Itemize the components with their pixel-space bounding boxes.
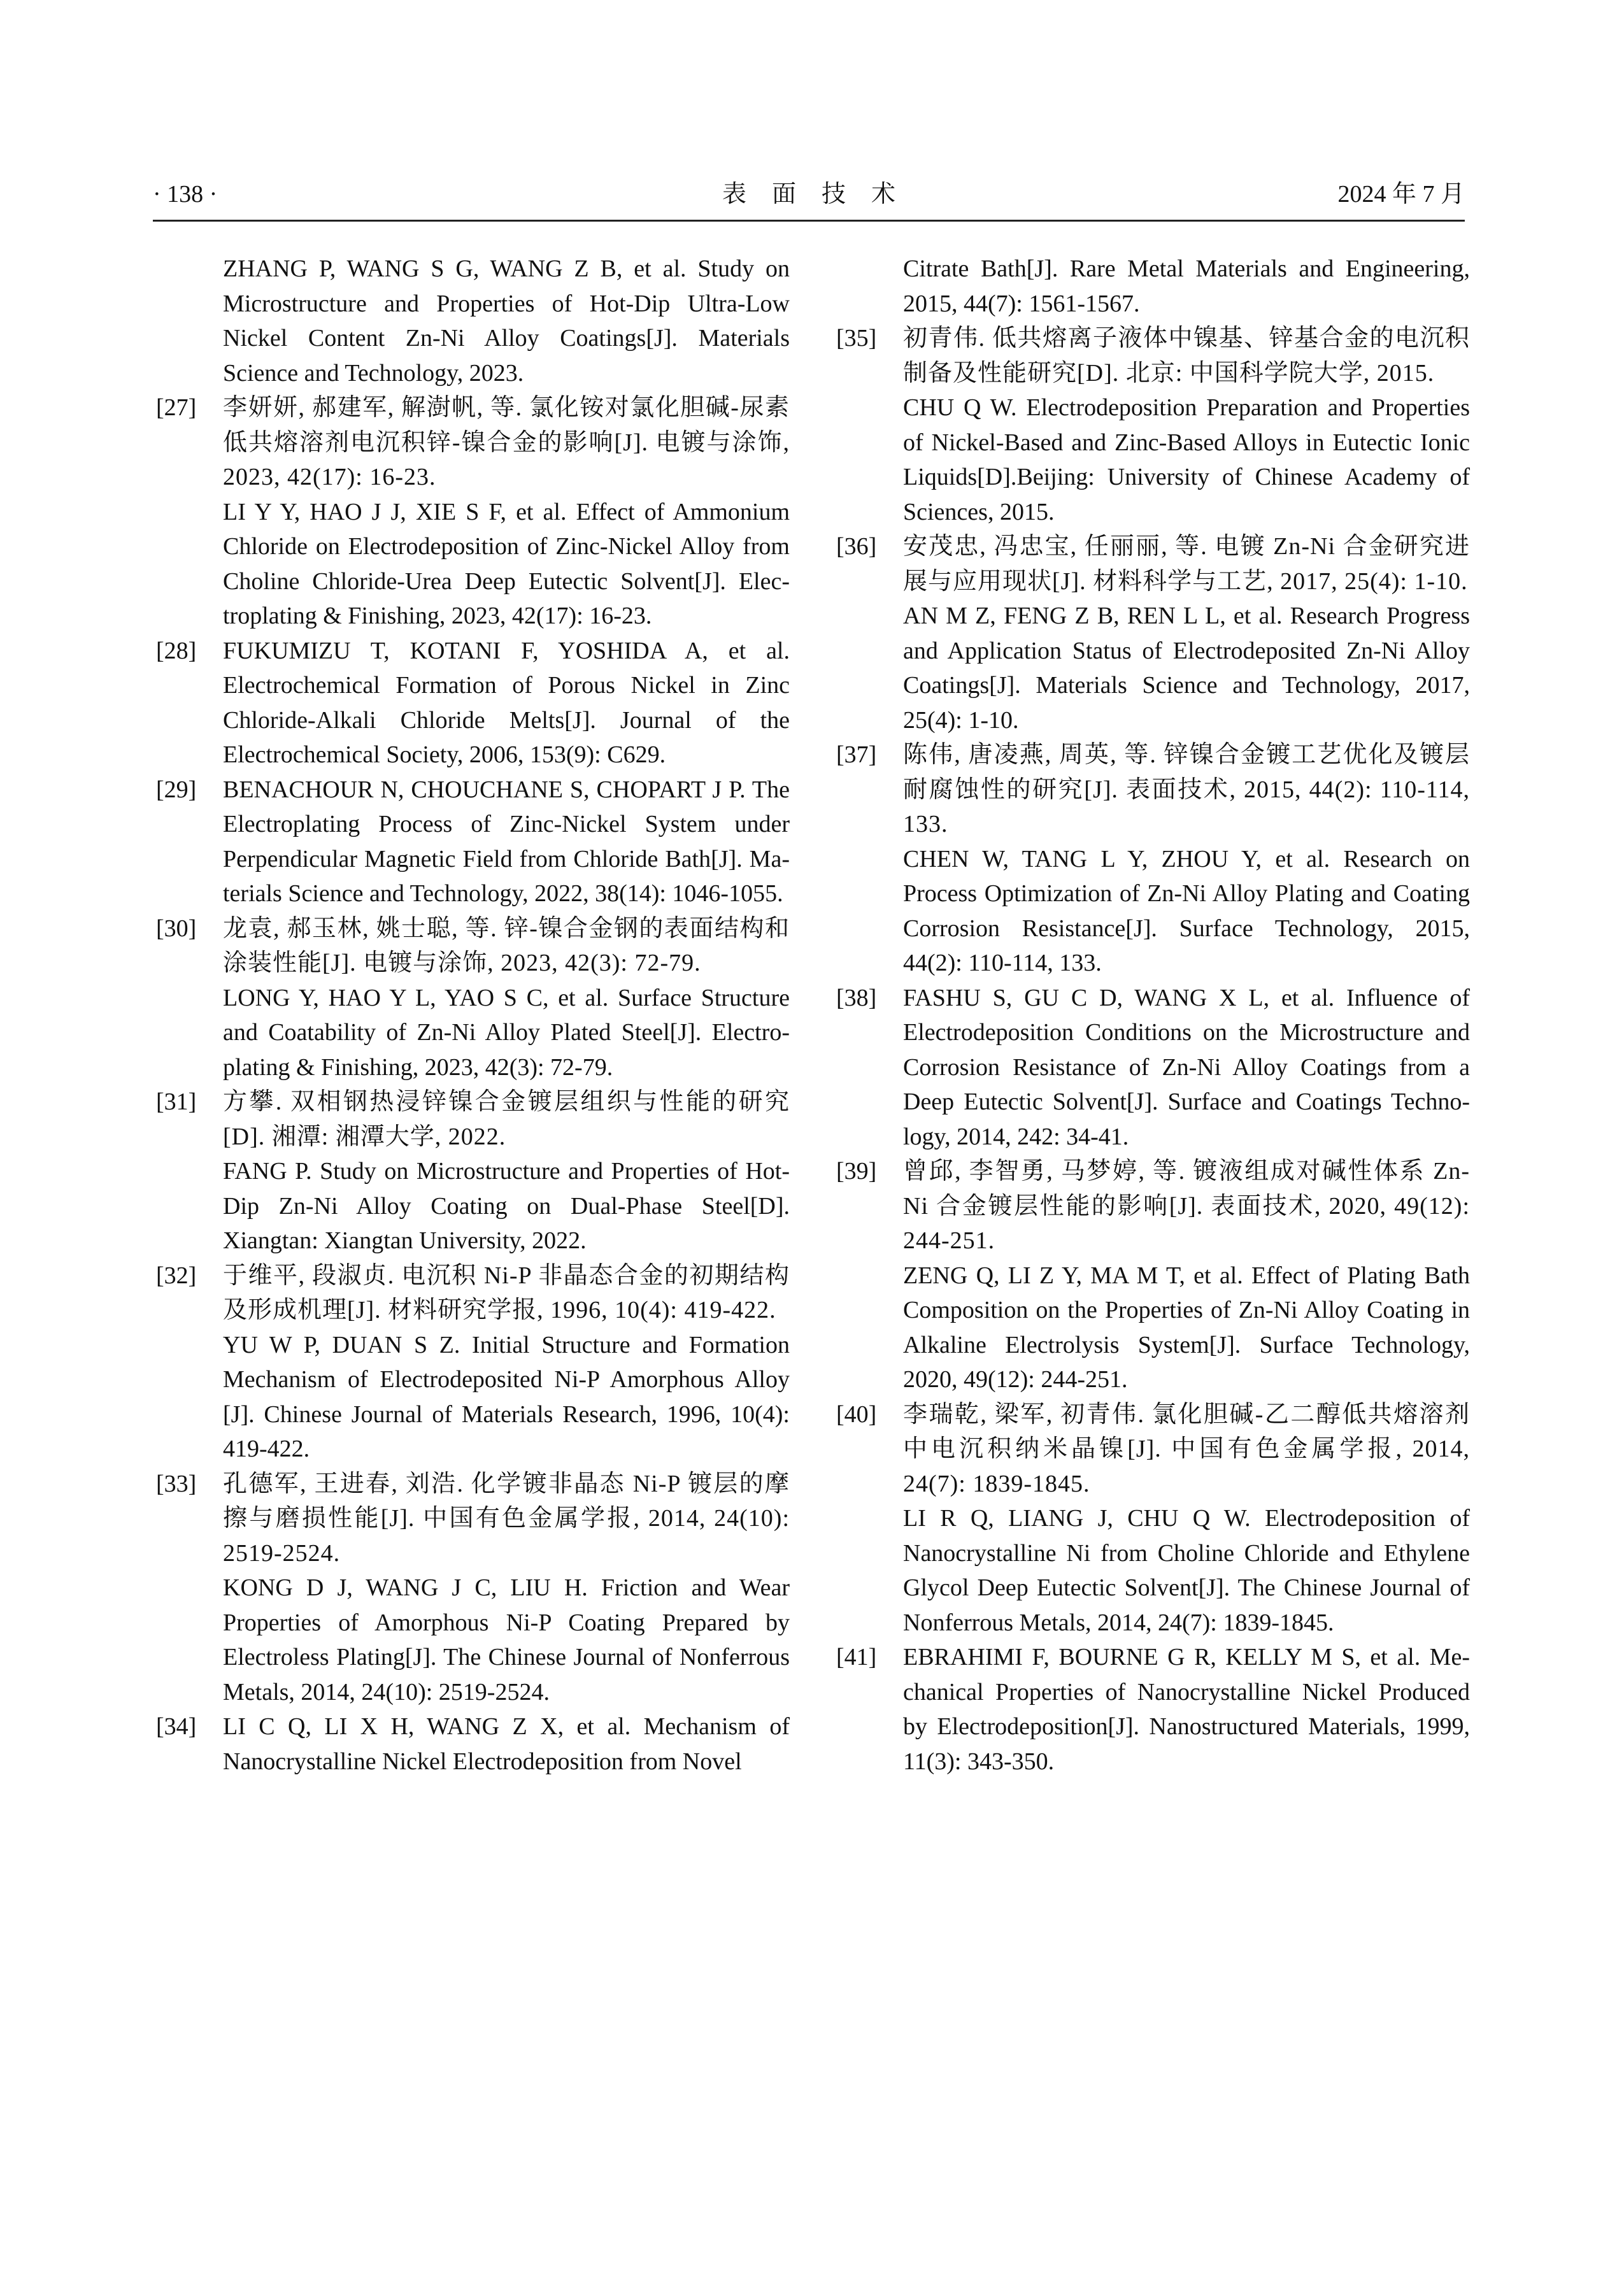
reference-entry	[156, 1709, 790, 1779]
reference-text-english: AN M Z, FENG Z B, REN L L, et al. Research Progress and Application Status of Electrodeposited Zn-Ni Alloy Coatings[J]. Materials Science and Technology, 2017, 25(4): 1-10.	[903, 602, 1470, 734]
journal-title: 表面技术	[722, 181, 921, 208]
reference-text-english: LI C Q, LI X H, WANG Z X, et al. Mechanism of Nanocrystalline Nickel Electrodeposition from Novel	[223, 1713, 790, 1775]
reference-number: [31]	[156, 1088, 197, 1115]
reference-number: [36]	[836, 533, 877, 560]
reference-number: [32]	[156, 1262, 197, 1289]
page-number: · 138 ·	[153, 181, 218, 208]
reference-entry	[156, 634, 790, 773]
reference-entry	[836, 321, 1470, 529]
reference-number: [28]	[156, 637, 197, 664]
reference-text-english: LI R Q, LIANG J, CHU Q W. Electrodeposition of Nanocrystalline Ni from Choline Chloride and Ethylene Glycol Deep Eutectic Solvent[J]. The Chinese Journal of Nonferrous Metals, 2014, 24(7): 1839-1845.	[903, 1505, 1470, 1636]
reference-number: [38]	[836, 984, 877, 1011]
references-left-column	[156, 252, 790, 1779]
reference-text-chinese: 初青伟. 低共熔离子液体中镍基、锌基合金的电沉积制备及性能研究[D]. 北京: 中国科学院大学, 2015.	[903, 325, 1470, 387]
reference-number: [35]	[836, 325, 877, 352]
reference-text-chinese: 安茂忠, 冯忠宝, 任丽丽, 等. 电镀 Zn-Ni 合金研究进展与应用现状[J]. 材料科学与工艺, 2017, 25(4): 1-10.	[903, 533, 1470, 595]
references-right-column	[836, 252, 1470, 1779]
reference-number: [29]	[156, 776, 197, 803]
reference-text-english: BENACHOUR N, CHOUCHANE S, CHOPART J P. The Electroplating Process of Zinc-Nickel System under Perpendicular Magnetic Field from Chloride Bath[J]. Materials Science and Technology, 2022, 38(14): 1046-1055.	[223, 776, 790, 907]
reference-number: [37]	[836, 741, 877, 768]
reference-text-english: ZHANG P, WANG S G, WANG Z B, et al. Study on Microstructure and Properties of Hot-Dip Ultra-Low Nickel Content Zn-Ni Alloy Coatings[J]. Materials Science and Technology, 2023.	[223, 255, 790, 387]
reference-text-chinese: 于维平, 段淑贞. 电沉积 Ni-P 非晶态合金的初期结构及形成机理[J]. 材料研究学报, 1996, 10(4): 419-422.	[223, 1262, 790, 1323]
reference-number: [27]	[156, 394, 197, 421]
reference-number: [40]	[836, 1400, 877, 1428]
reference-text-english: ZENG Q, LI Z Y, MA M T, et al. Effect of Plating Bath Composition on the Properties of Zn-Ni Alloy Coating in Alkaline Electrolysis System[J]. Surface Technology, 2020, 49(12): 244-251.	[903, 1262, 1470, 1393]
reference-entry	[156, 252, 790, 390]
reference-text-english: YU W P, DUAN S Z. Initial Structure and Formation Mechanism of Electrodeposited Ni-P Amorphous Alloy [J]. Chinese Journal of Materials Research, 1996, 10(4): 419-422.	[223, 1331, 790, 1462]
reference-text-english: Citrate Bath[J]. Rare Metal Materials and Engineering, 2015, 44(7): 1561-1567.	[903, 255, 1470, 317]
reference-text-english: CHEN W, TANG L Y, ZHOU Y, et al. Research on Process Optimization of Zn-Ni Alloy Plating and Coating Corrosion Resistance[J]. Surface Technology, 2015, 44(2): 110-114, 133.	[903, 845, 1470, 976]
reference-entry	[836, 1154, 1470, 1397]
reference-entry	[156, 911, 790, 1085]
reference-text-english: LI Y Y, HAO J J, XIE S F, et al. Effect of Ammonium Chloride on Electrodeposition of Zinc-Nickel Alloy from Choline Chloride-Urea Deep Eutectic Solvent[J]. Electroplating & Finishing, 2023, 42(17): 16-23.	[223, 498, 790, 629]
reference-number: [33]	[156, 1470, 197, 1497]
reference-text-english: CHU Q W. Electrodeposition Preparation and Properties of Nickel-Based and Zinc-Based Alloys in Eutectic Ionic Liquids[D].Beijing: University of Chinese Academy of Sciences, 2015.	[903, 394, 1470, 525]
reference-entry	[156, 1467, 790, 1710]
reference-text-english: LONG Y, HAO Y L, YAO S C, et al. Surface Structure and Coatability of Zn-Ni Alloy Plated Steel[J]. Electroplating & Finishing, 2023, 42(3): 72-79.	[223, 984, 790, 1081]
reference-text-english: FASHU S, GU C D, WANG X L, et al. Influence of Electrodeposition Conditions on the Microstructure and Corrosion Resistance of Zn-Ni Alloy Coatings from a Deep Eutectic Solvent[J]. Surface and Coatings Technology, 2014, 242: 34-41.	[903, 984, 1470, 1150]
reference-text-chinese: 孔德军, 王进春, 刘浩. 化学镀非晶态 Ni-P 镀层的摩擦与磨损性能[J]. 中国有色金属学报, 2014, 24(10): 2519-2524.	[223, 1470, 790, 1567]
reference-number: [39]	[836, 1158, 877, 1185]
reference-entry	[836, 737, 1470, 981]
page-header	[153, 175, 1465, 222]
reference-text-chinese: 曾邱, 李智勇, 马梦婷, 等. 镀液组成对碱性体系 Zn-Ni 合金镀层性能的影响[J]. 表面技术, 2020, 49(12): 244-251.	[903, 1158, 1470, 1254]
reference-number: [30]	[156, 915, 197, 942]
reference-text-chinese: 李妍妍, 郝建军, 解澍帆, 等. 氯化铵对氯化胆碱-尿素低共熔溶剂电沉积锌-镍合金的影响[J]. 电镀与涂饰, 2023, 42(17): 16-23.	[223, 394, 790, 490]
issue-date: 2024 年 7 月	[1337, 181, 1465, 208]
reference-text-chinese: 龙袁, 郝玉林, 姚士聪, 等. 锌-镍合金钢的表面结构和涂装性能[J]. 电镀与涂饰, 2023, 42(3): 72-79.	[223, 915, 790, 976]
reference-entry	[836, 981, 1470, 1155]
reference-text-english: FUKUMIZU T, KOTANI F, YOSHIDA A, et al. Electrochemical Formation of Porous Nickel in Zinc Chloride-Alkali Chloride Melts[J]. Journal of the Electrochemical Society, 2006, 153(9): C629.	[223, 637, 790, 768]
reference-number: [41]	[836, 1644, 877, 1671]
reference-text-chinese: 李瑞乾, 梁军, 初青伟. 氯化胆碱-乙二醇低共熔溶剂中电沉积纳米晶镍[J]. 中国有色金属学报, 2014, 24(7): 1839-1845.	[903, 1400, 1470, 1497]
reference-text-chinese: 陈伟, 唐凌燕, 周英, 等. 锌镍合金镀工艺优化及镀层耐腐蚀性的研究[J]. 表面技术, 2015, 44(2): 110-114, 133.	[903, 741, 1470, 837]
reference-entry	[156, 1085, 790, 1258]
reference-entry	[836, 252, 1470, 321]
reference-text-english: FANG P. Study on Microstructure and Properties of Hot-Dip Zn-Ni Alloy Coating on Dual-Phase Steel[D]. Xiangtan: Xiangtan University, 2022.	[223, 1158, 790, 1254]
reference-text-english: KONG D J, WANG J C, LIU H. Friction and Wear Properties of Amorphous Ni-P Coating Prepared by Electroless Plating[J]. The Chinese Journal of Nonferrous Metals, 2014, 24(10): 2519-2524.	[223, 1574, 790, 1706]
reference-text-english: EBRAHIMI F, BOURNE G R, KELLY M S, et al. Mechanical Properties of Nanocrystalline Nickel Produced by Electrodeposition[J]. Nanostructured Materials, 1999, 11(3): 343-350.	[903, 1644, 1470, 1775]
reference-entry	[836, 1397, 1470, 1641]
reference-entry	[836, 529, 1470, 737]
reference-entry	[156, 773, 790, 911]
reference-number: [34]	[156, 1713, 197, 1740]
reference-entry	[156, 1258, 790, 1467]
reference-entry	[836, 1640, 1470, 1779]
reference-text-chinese: 方攀. 双相钢热浸锌镍合金镀层组织与性能的研究[D]. 湘潭: 湘潭大学, 2022.	[223, 1088, 790, 1150]
reference-entry	[156, 390, 790, 634]
